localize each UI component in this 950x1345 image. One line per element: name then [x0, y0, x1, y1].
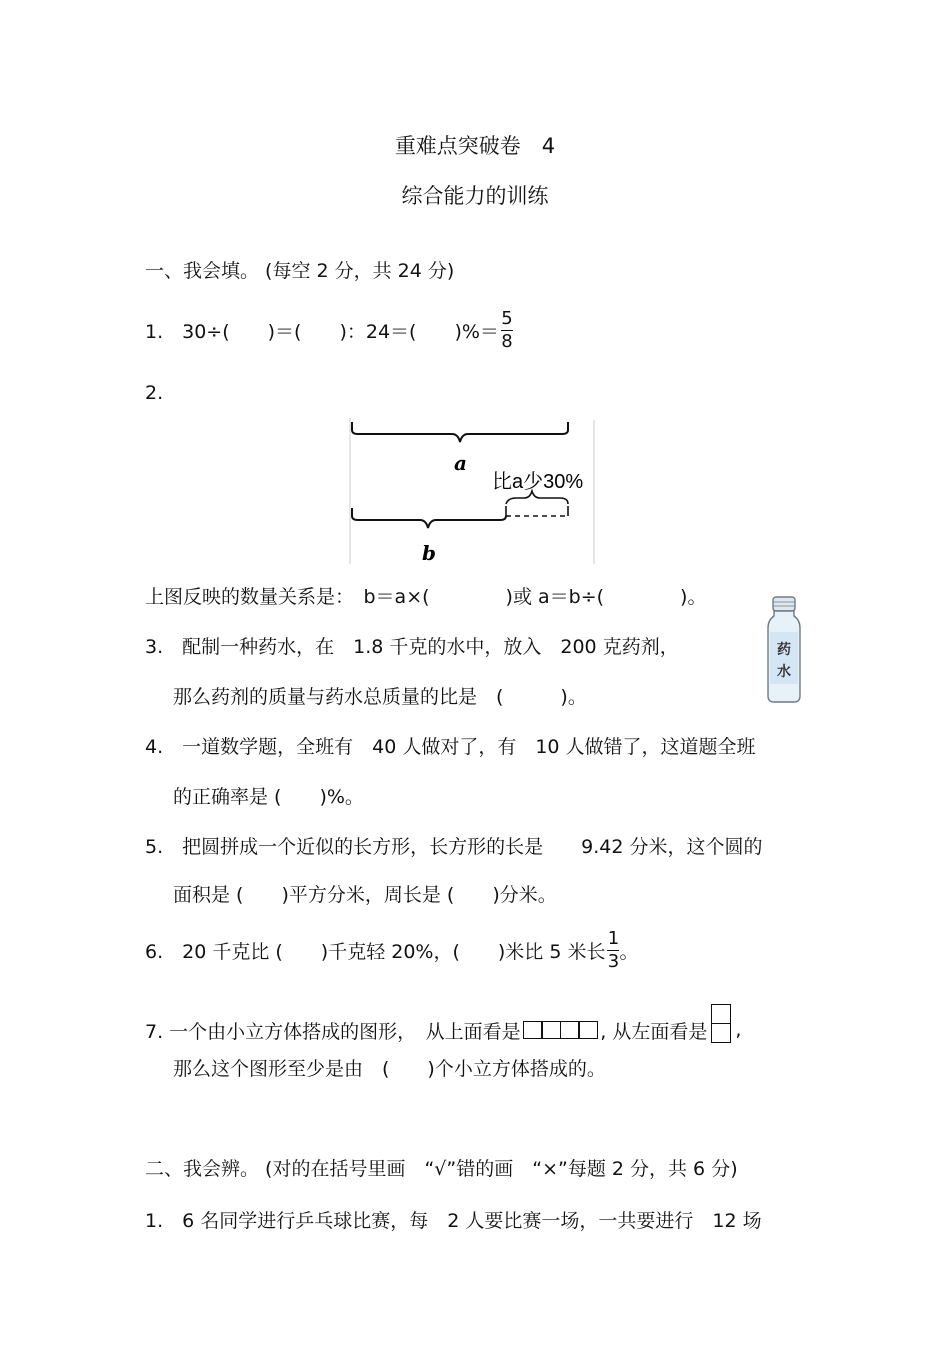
- question-6-fraction: [607, 930, 619, 971]
- question-7-line-2: 那么这个图形至少是由 ( )个小立方体搭成的。: [173, 1058, 606, 1080]
- fraction-denominator: 3: [607, 951, 620, 972]
- question-4-line-1: 4. 一道数学题，全班有 40 人做对了，有 10 人做错了，这道题全班: [145, 736, 756, 758]
- question-3-line-2: 那么药剂的质量与药水总质量的比是 ( )。: [173, 686, 587, 708]
- bottle-label-top: 药: [777, 642, 791, 658]
- question-1: [145, 310, 513, 351]
- brace-a: [352, 422, 568, 442]
- bottle-label-bottom: 水: [777, 664, 791, 680]
- question-7-part-2: , 从左面看是: [600, 1020, 708, 1043]
- fraction-denominator: 8: [501, 331, 513, 352]
- fraction-numerator: 1: [607, 928, 620, 949]
- page-subtitle: 综合能力的训练: [401, 184, 549, 208]
- label-b: b: [422, 541, 436, 564]
- section-one-heading: 一、我会填。 (每空 2 分，共 24 分): [145, 260, 455, 282]
- section-two-question-1: 1. 6 名同学进行乒乓球比赛，每 2 人要比赛一场，一共要进行 12 场: [145, 1210, 762, 1232]
- question-4-line-2: 的正确率是 ( )%。: [173, 786, 364, 808]
- fraction-numerator: 5: [501, 308, 513, 329]
- question-6: [145, 930, 639, 971]
- label-a: a: [454, 451, 467, 475]
- question-3-line-1: 3. 配制一种药水，在 1.8 千克的水中，放入 200 克药剂，: [145, 636, 679, 658]
- question-7-part-1: 7. 一个由小立方体搭成的图形， 从上面看是: [145, 1020, 521, 1043]
- question-5-line-2: 面积是 ( )平方分米，周长是 ( )分米。: [173, 884, 557, 906]
- section-two-heading: 二、我会辨。 (对的在括号里画 “√”错的画 “×”每题 2 分，共 6 分): [145, 1158, 738, 1180]
- question-5-line-1: 5. 把圆拼成一个近似的长方形，长方形的长是 9.42 分米，这个圆的: [145, 836, 763, 858]
- medicine-bottle-icon: [766, 596, 802, 704]
- page-title: 重难点突破卷 4: [394, 134, 556, 158]
- question-7-line-1: [145, 1012, 741, 1049]
- question-1-fraction: [501, 310, 513, 351]
- question-7-part-3: ,: [735, 1019, 742, 1042]
- question-6-tail: 。: [619, 941, 639, 963]
- question-1-text: 1. 30÷( )＝( )：24＝( )%＝: [145, 321, 499, 343]
- top-view-figure: [525, 1021, 599, 1039]
- question-6-text: 6. 20 千克比 ( )千克轻 20%，( )米比 5 米长: [145, 941, 606, 963]
- diagram-annotation: 比a少30%: [492, 471, 584, 493]
- question-2-relation: 上图反映的数量关系是： b＝a×( )或 a＝b÷( )。: [145, 586, 707, 608]
- segment-diagram: [348, 418, 598, 564]
- left-view-figure: [711, 1006, 731, 1043]
- brace-b: [352, 508, 506, 528]
- question-2-number: 2.: [145, 382, 164, 404]
